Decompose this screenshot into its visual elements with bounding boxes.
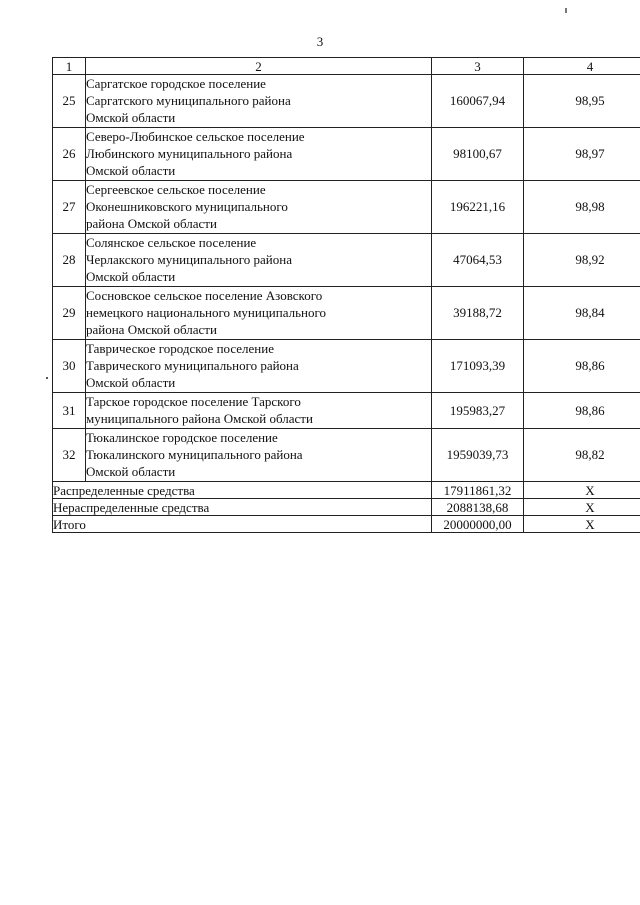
settlement-name-line: района Омской области — [86, 322, 217, 337]
settlement-name — [86, 128, 432, 181]
settlement-name — [86, 181, 432, 234]
amount-cell: 39188,72 — [432, 287, 524, 340]
settlement-name-line: немецкого национального муниципального — [86, 305, 326, 320]
row-number: 29 — [53, 287, 86, 340]
column-header-4: 4 — [524, 58, 640, 75]
table-row — [53, 340, 640, 393]
row-number: 26 — [53, 128, 86, 181]
totals-amount: 20000000,00 — [432, 516, 524, 533]
column-header-1: 1 — [53, 58, 86, 75]
totals-mark: Х — [524, 499, 640, 516]
table-row — [53, 234, 640, 287]
scan-mark — [565, 8, 567, 13]
settlement-name-line: муниципального района Омской области — [86, 411, 313, 426]
settlement-name-line: Саргатское городское поселение — [86, 76, 266, 91]
amount-cell: 1959039,73 — [432, 429, 524, 482]
amount-cell: 171093,39 — [432, 340, 524, 393]
settlement-name-line: Омской области — [86, 163, 176, 178]
row-number: 30 — [53, 340, 86, 393]
amount-cell: 195983,27 — [432, 393, 524, 429]
settlement-name-line: Тарское городское поселение Тарского — [86, 394, 301, 409]
amount-cell: 98100,67 — [432, 128, 524, 181]
totals-row — [53, 516, 640, 533]
settlement-name-line: Омской области — [86, 110, 176, 125]
table-header-row — [53, 58, 640, 75]
table-row — [53, 393, 640, 429]
totals-label: Нераспределенные средства — [53, 499, 432, 516]
settlement-name-line: Омской области — [86, 464, 176, 479]
amount-cell: 160067,94 — [432, 75, 524, 128]
settlement-name-line: Таврического муниципального района — [86, 358, 299, 373]
settlement-name-line: Солянское сельское поселение — [86, 235, 257, 250]
table-row — [53, 181, 640, 234]
percent-cell: 98,82 — [524, 429, 640, 482]
totals-row — [53, 499, 640, 516]
settlement-name-line: Черлакского муниципального района — [86, 252, 292, 267]
row-number: 25 — [53, 75, 86, 128]
amount-cell: 196221,16 — [432, 181, 524, 234]
amount-cell: 47064,53 — [432, 234, 524, 287]
settlement-name-line: Омской области — [86, 269, 176, 284]
table-row — [53, 128, 640, 181]
settlement-name-line: района Омской области — [86, 216, 217, 231]
table-row — [53, 429, 640, 482]
percent-cell: 98,84 — [524, 287, 640, 340]
settlement-name-line: Тюкалинское городское поселение — [86, 430, 278, 445]
settlement-name-line: Оконешниковского муниципального — [86, 199, 288, 214]
allocation-table — [52, 57, 640, 533]
totals-row — [53, 482, 640, 499]
percent-cell: 98,92 — [524, 234, 640, 287]
settlement-name — [86, 75, 432, 128]
settlement-name-line: Северо-Любинское сельское поселение — [86, 129, 305, 144]
table-body — [53, 75, 640, 482]
totals-label: Итого — [53, 516, 432, 533]
percent-cell: 98,98 — [524, 181, 640, 234]
settlement-name-line: Сергеевское сельское поселение — [86, 182, 266, 197]
settlement-name — [86, 234, 432, 287]
settlement-name-line: Саргатского муниципального района — [86, 93, 291, 108]
settlement-name — [86, 393, 432, 429]
totals-mark: Х — [524, 516, 640, 533]
settlement-name — [86, 429, 432, 482]
settlement-name-line: Сосновское сельское поселение Азовского — [86, 288, 323, 303]
percent-cell: 98,95 — [524, 75, 640, 128]
settlement-name-line: Тюкалинского муниципального района — [86, 447, 303, 462]
percent-cell: 98,86 — [524, 340, 640, 393]
settlement-name — [86, 340, 432, 393]
column-header-2: 2 — [86, 58, 432, 75]
settlement-name — [86, 287, 432, 340]
row-number: 28 — [53, 234, 86, 287]
row-number: 31 — [53, 393, 86, 429]
totals-amount: 17911861,32 — [432, 482, 524, 499]
column-header-3: 3 — [432, 58, 524, 75]
totals-mark: Х — [524, 482, 640, 499]
totals-body — [53, 482, 640, 533]
row-number: 32 — [53, 429, 86, 482]
settlement-name-line: Омской области — [86, 375, 176, 390]
percent-cell: 98,97 — [524, 128, 640, 181]
settlement-name-line: Таврическое городское поселение — [86, 341, 274, 356]
table-row — [53, 75, 640, 128]
table-row — [53, 287, 640, 340]
percent-cell: 98,86 — [524, 393, 640, 429]
settlement-name-line: Любинского муниципального района — [86, 146, 293, 161]
scan-dot — [46, 377, 48, 379]
totals-amount: 2088138,68 — [432, 499, 524, 516]
totals-label: Распределенные средства — [53, 482, 432, 499]
row-number: 27 — [53, 181, 86, 234]
page-number: 3 — [316, 34, 324, 49]
